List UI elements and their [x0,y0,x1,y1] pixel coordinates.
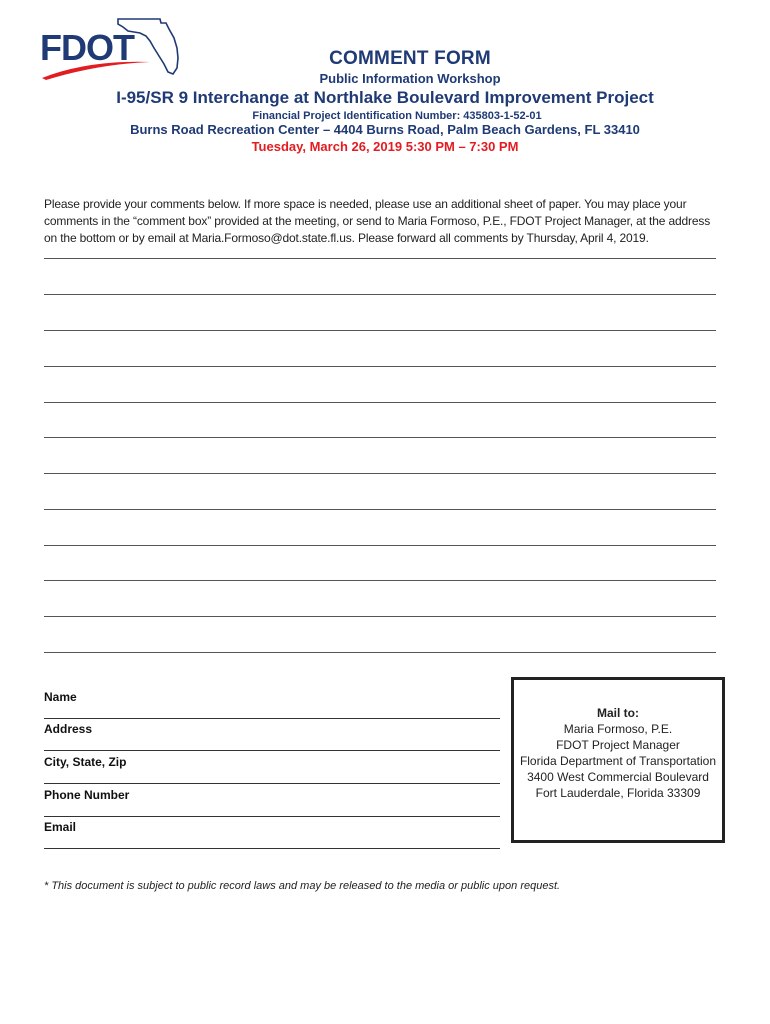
name-field[interactable] [44,718,500,719]
mail-to-line: Fort Lauderdale, Florida 33309 [535,786,701,800]
project-name: I-95/SR 9 Interchange at Northlake Boulevard Improvement Project [116,88,654,107]
mail-to-box [511,677,725,843]
public-record-footnote: * This document is subject to public record laws and may be released to the media or public upon request. [44,880,561,892]
mail-to-line: Florida Department of Transportation [519,754,717,768]
city-state-zip-field[interactable] [44,783,500,784]
instructions-text: Please provide your comments below. If more space is needed, please use an additional sheet of paper. You may place your comments in the “comment box” provided at the meeting, or send to Maria Formoso, P.E., FDOT Project Manager, at the address on the bottom or by email at Maria.Formoso@dot.state.fl.us. Please forward all comments by Thursday, April 4, 2019. [44,197,711,245]
comment-line[interactable] [44,509,716,510]
comment-line[interactable] [44,616,716,617]
mail-to-line: FDOT Project Manager [556,738,680,752]
email-field[interactable] [44,848,500,849]
comment-line[interactable] [44,473,716,474]
mail-to-line: Maria Formoso, P.E. [563,722,673,736]
comment-line[interactable] [44,294,716,295]
email-label: Email [44,820,77,834]
comment-line[interactable] [44,437,716,438]
comment-line[interactable] [44,258,716,259]
name-label: Name [44,690,77,704]
comment-line[interactable] [44,652,716,653]
address-field[interactable] [44,750,500,751]
mail-to-line: 3400 West Commercial Boulevard [527,770,709,784]
address-label: Address [44,722,93,736]
phone-field[interactable] [44,816,500,817]
svg-text:FDOT: FDOT [40,27,134,68]
form-title: COMMENT FORM [329,48,491,69]
comment-line[interactable] [44,366,716,367]
phone-label: Phone Number [44,788,130,802]
form-subtitle: Public Information Workshop [319,71,501,86]
workshop-location: Burns Road Recreation Center – 4404 Burns Road, Palm Beach Gardens, FL 33410 [130,122,640,137]
comment-line[interactable] [44,545,716,546]
mail-to-heading: Mail to: [597,706,639,720]
comment-line[interactable] [44,402,716,403]
comment-line[interactable] [44,330,716,331]
financial-project-id: Financial Project Identification Number: 435803-1-52-01 [252,110,542,122]
city-state-zip-label: City, State, Zip [44,755,127,769]
workshop-datetime: Tuesday, March 26, 2019 5:30 PM – 7:30 PM [251,139,519,154]
comment-line[interactable] [44,580,716,581]
